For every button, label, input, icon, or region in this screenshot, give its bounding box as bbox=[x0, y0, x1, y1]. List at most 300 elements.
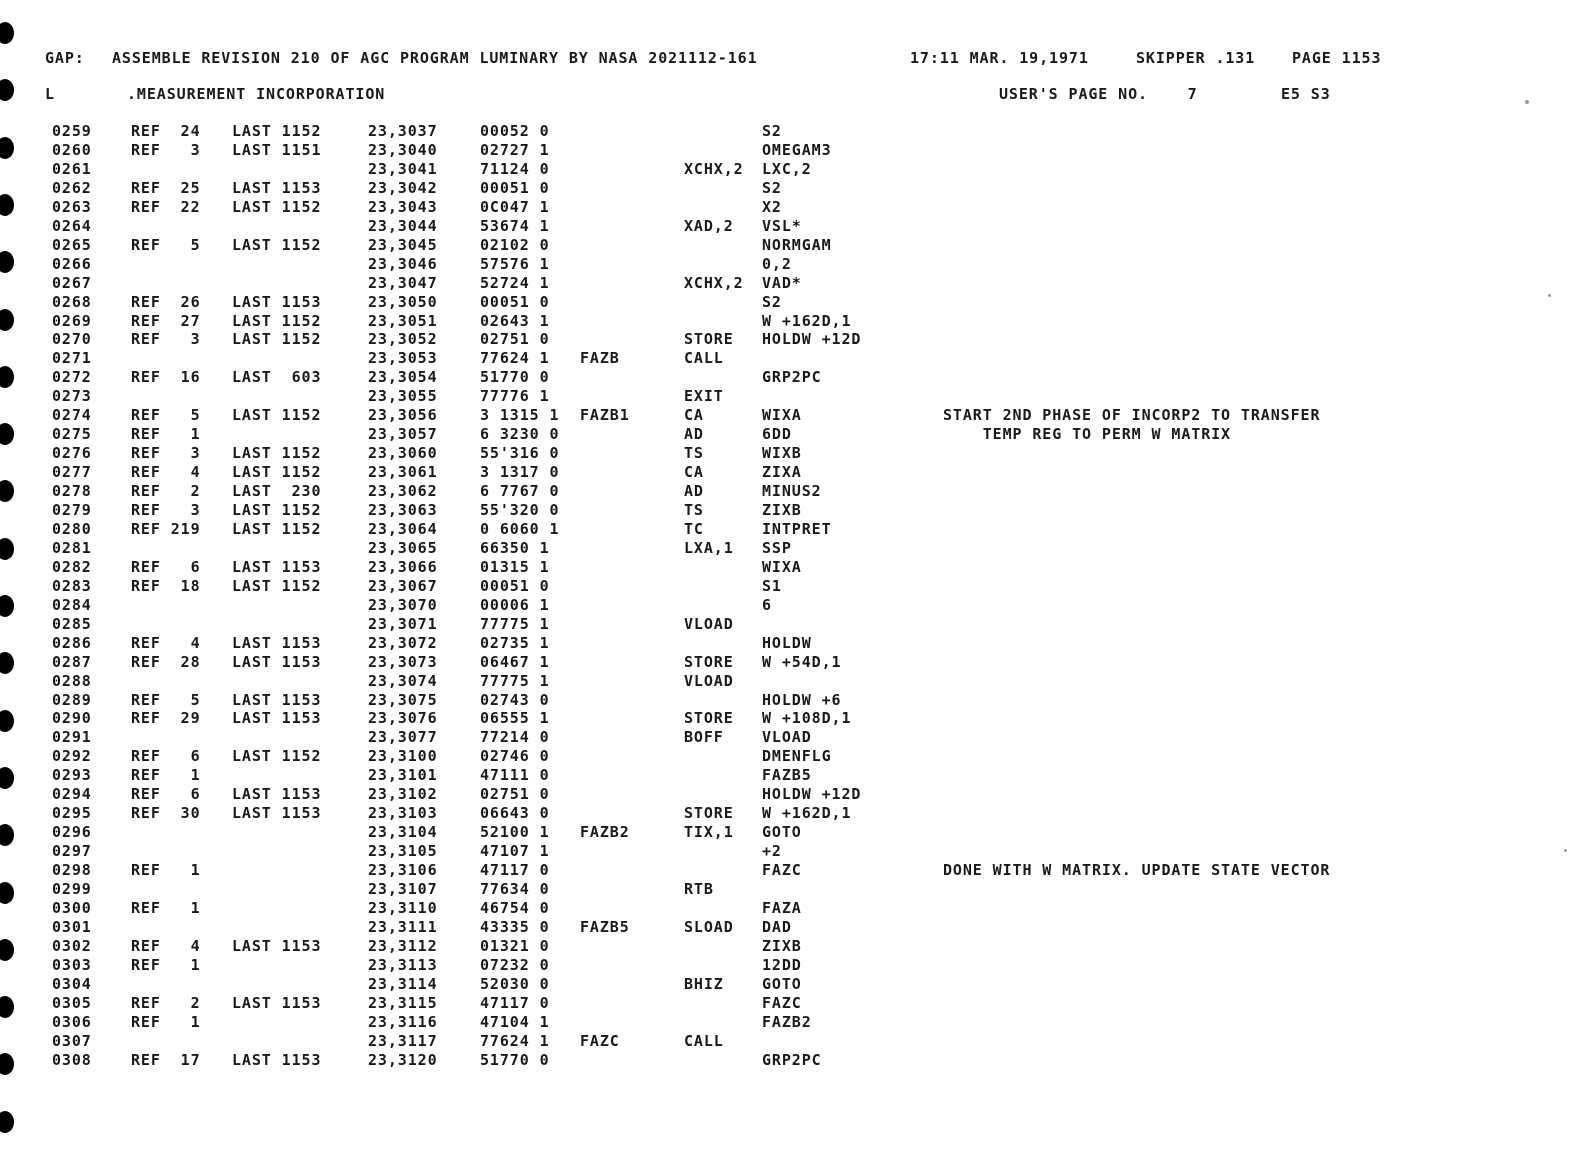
octal-word: 43335 0 bbox=[480, 917, 550, 936]
address: 23,3117 bbox=[368, 1031, 438, 1050]
address: 23,3067 bbox=[368, 576, 438, 595]
address: 23,3115 bbox=[368, 993, 438, 1012]
octal-word: 77214 0 bbox=[480, 728, 550, 747]
address: 23,3120 bbox=[368, 1050, 438, 1069]
listing-row bbox=[0, 652, 1582, 674]
last-page: LAST 1152 bbox=[232, 311, 322, 330]
line-number: 0277 bbox=[52, 463, 92, 482]
last-page: LAST 1153 bbox=[232, 936, 322, 955]
opcode: CALL bbox=[684, 1031, 724, 1050]
last-page: LAST 1152 bbox=[232, 330, 322, 349]
octal-word: 3 1317 0 bbox=[480, 463, 560, 482]
line-number: 0305 bbox=[52, 993, 92, 1012]
address: 23,3051 bbox=[368, 311, 438, 330]
listing-row bbox=[0, 825, 1582, 844]
listing-row bbox=[0, 1012, 1582, 1034]
line-number: 0276 bbox=[52, 444, 92, 463]
line-number: 0292 bbox=[52, 747, 92, 766]
octal-word: 66350 1 bbox=[480, 538, 550, 557]
line-number: 0273 bbox=[52, 387, 92, 406]
address: 23,3105 bbox=[368, 842, 438, 861]
operand: 6DD bbox=[762, 425, 792, 444]
punch-hole bbox=[0, 22, 14, 44]
address: 23,3070 bbox=[368, 595, 438, 614]
line-number: 0265 bbox=[52, 235, 92, 254]
line-number: 0293 bbox=[52, 766, 92, 785]
last-page: LAST 1153 bbox=[232, 785, 322, 804]
octal-word: 0C047 1 bbox=[480, 197, 550, 216]
listing-row bbox=[0, 216, 1582, 238]
opcode: STORE bbox=[684, 330, 734, 349]
octal-word: 51770 0 bbox=[480, 1050, 550, 1069]
octal-word: 57576 1 bbox=[480, 254, 550, 273]
listing-row bbox=[0, 292, 1582, 314]
line-number: 0301 bbox=[52, 917, 92, 936]
last-page: LAST 1152 bbox=[232, 576, 322, 595]
listing-row bbox=[0, 633, 1582, 655]
last-page: LAST 603 bbox=[232, 368, 322, 387]
address: 23,3103 bbox=[368, 804, 438, 823]
line-number: 0287 bbox=[52, 652, 92, 671]
address: 23,3062 bbox=[368, 482, 438, 501]
line-number: 0297 bbox=[52, 842, 92, 861]
last-page: LAST 1152 bbox=[232, 197, 322, 216]
operand: HOLDW +6 bbox=[762, 690, 842, 709]
ref-count: REF 24 bbox=[131, 122, 201, 140]
users-page-number: USER'S PAGE NO. 7 bbox=[999, 85, 1198, 103]
operand: W +54D,1 bbox=[762, 652, 842, 671]
operand: FAZB5 bbox=[762, 766, 812, 785]
ref-count: REF 26 bbox=[131, 292, 201, 311]
last-page: LAST 1152 bbox=[232, 444, 322, 463]
line-number: 0300 bbox=[52, 898, 92, 917]
opcode: XAD,2 bbox=[684, 216, 734, 235]
opcode: AD bbox=[684, 425, 704, 444]
operand: S2 bbox=[762, 178, 782, 197]
opcode: AD bbox=[684, 482, 704, 501]
address: 23,3064 bbox=[368, 519, 438, 538]
octal-word: 06467 1 bbox=[480, 652, 550, 671]
last-page: LAST 1153 bbox=[232, 690, 322, 709]
octal-word: 00051 0 bbox=[480, 178, 550, 197]
address: 23,3056 bbox=[368, 406, 438, 425]
listing-row bbox=[0, 955, 1582, 977]
line-number: 0294 bbox=[52, 785, 92, 804]
ref-count: REF 2 bbox=[131, 993, 201, 1012]
listing-row bbox=[0, 557, 1582, 579]
octal-word: 55'316 0 bbox=[480, 444, 560, 463]
operand: ZIXB bbox=[762, 501, 802, 519]
address: 23,3106 bbox=[368, 861, 438, 880]
ref-count: REF 6 bbox=[131, 747, 201, 766]
address: 23,3055 bbox=[368, 387, 438, 406]
octal-word: 0 6060 1 bbox=[480, 519, 560, 538]
octal-word: 71124 0 bbox=[480, 159, 550, 178]
line-number: 0289 bbox=[52, 690, 92, 709]
page-title: ASSEMBLE REVISION 210 OF AGC PROGRAM LUMINARY BY NASA 2021112-161 bbox=[112, 49, 758, 67]
last-page: LAST 1153 bbox=[232, 633, 322, 652]
octal-word: 02743 0 bbox=[480, 690, 550, 709]
operand: HOLDW +12D bbox=[762, 330, 862, 349]
address: 23,3074 bbox=[368, 671, 438, 690]
octal-word: 52100 1 bbox=[480, 823, 550, 842]
octal-word: 77776 1 bbox=[480, 387, 550, 406]
header-skipper: SKIPPER .131 bbox=[1136, 49, 1256, 67]
line-number: 0296 bbox=[52, 823, 92, 842]
page-code: E5 S3 bbox=[1281, 85, 1331, 103]
listing-row bbox=[0, 1050, 1582, 1072]
line-number: 0272 bbox=[52, 368, 92, 387]
listing-row bbox=[0, 974, 1582, 996]
line-number: 0304 bbox=[52, 974, 92, 993]
last-page: LAST 230 bbox=[232, 482, 322, 501]
address: 23,3047 bbox=[368, 273, 438, 292]
address: 23,3116 bbox=[368, 1012, 438, 1031]
label: FAZB bbox=[580, 349, 620, 368]
ref-count: REF 29 bbox=[131, 709, 201, 728]
octal-word: 47117 0 bbox=[480, 993, 550, 1012]
ref-count: REF 4 bbox=[131, 633, 201, 652]
opcode: RTB bbox=[684, 880, 714, 898]
last-page: LAST 1153 bbox=[232, 804, 322, 823]
operand: DAD bbox=[762, 917, 792, 936]
operand: HOLDW bbox=[762, 633, 812, 652]
ref-count: REF 5 bbox=[131, 235, 201, 254]
operand: WIXB bbox=[762, 444, 802, 463]
operand: ZIXA bbox=[762, 463, 802, 482]
ref-count: REF 1 bbox=[131, 898, 201, 917]
label: FAZB5 bbox=[580, 917, 630, 936]
opcode: VLOAD bbox=[684, 671, 734, 690]
address: 23,3101 bbox=[368, 766, 438, 785]
operand: NORMGAM bbox=[762, 235, 832, 254]
address: 23,3063 bbox=[368, 501, 438, 519]
octal-word: 07232 0 bbox=[480, 955, 550, 974]
opcode: XCHX,2 bbox=[684, 273, 744, 292]
operand: S2 bbox=[762, 292, 782, 311]
operand: 0,2 bbox=[762, 254, 792, 273]
ref-count: REF 219 bbox=[131, 519, 201, 538]
operand: GOTO bbox=[762, 974, 802, 993]
last-page: LAST 1152 bbox=[232, 406, 322, 425]
line-number: 0302 bbox=[52, 936, 92, 955]
octal-word: 77624 1 bbox=[480, 1031, 550, 1050]
line-number: 0307 bbox=[52, 1031, 92, 1050]
line-number: 0280 bbox=[52, 519, 92, 538]
last-page: LAST 1153 bbox=[232, 652, 322, 671]
octal-word: 01315 1 bbox=[480, 557, 550, 576]
opcode: CA bbox=[684, 463, 704, 482]
octal-word: 06643 0 bbox=[480, 804, 550, 823]
listing-row bbox=[0, 370, 1582, 389]
ref-count: REF 16 bbox=[131, 368, 201, 387]
operand: 12DD bbox=[762, 955, 802, 974]
address: 23,3112 bbox=[368, 936, 438, 955]
address: 23,3042 bbox=[368, 178, 438, 197]
octal-word: 01321 0 bbox=[480, 936, 550, 955]
last-page: LAST 1152 bbox=[232, 747, 322, 766]
operand: LXC,2 bbox=[762, 159, 812, 178]
opcode: STORE bbox=[684, 804, 734, 823]
line-number: 0282 bbox=[52, 557, 92, 576]
paper-speck bbox=[1548, 294, 1551, 297]
ref-count: REF 3 bbox=[131, 501, 201, 519]
listing-row bbox=[0, 595, 1582, 617]
comment: START 2ND PHASE OF INCORP2 TO TRANSFER bbox=[943, 406, 1321, 425]
ref-count: REF 30 bbox=[131, 804, 201, 823]
address: 23,3076 bbox=[368, 709, 438, 728]
ref-count: REF 5 bbox=[131, 690, 201, 709]
ref-count: REF 17 bbox=[131, 1050, 201, 1069]
octal-word: 55'320 0 bbox=[480, 501, 560, 519]
operand: WIXA bbox=[762, 557, 802, 576]
line-number: 0267 bbox=[52, 273, 92, 292]
line-number: 0308 bbox=[52, 1050, 92, 1069]
label: FAZC bbox=[580, 1031, 620, 1050]
ref-count: REF 1 bbox=[131, 861, 201, 880]
address: 23,3054 bbox=[368, 368, 438, 387]
operand: VSL* bbox=[762, 216, 802, 235]
octal-word: 02102 0 bbox=[480, 235, 550, 254]
listing-row bbox=[0, 273, 1582, 295]
opcode: BHIZ bbox=[684, 974, 724, 993]
listing-row bbox=[0, 254, 1582, 276]
line-number: 0278 bbox=[52, 482, 92, 501]
opcode: TC bbox=[684, 519, 704, 538]
address: 23,3045 bbox=[368, 235, 438, 254]
line-number: 0298 bbox=[52, 861, 92, 880]
opcode: XCHX,2 bbox=[684, 159, 744, 178]
operand: X2 bbox=[762, 197, 782, 216]
line-number: 0285 bbox=[52, 614, 92, 633]
address: 23,3107 bbox=[368, 880, 438, 898]
opcode: SLOAD bbox=[684, 917, 734, 936]
page-number: PAGE 1153 bbox=[1292, 49, 1382, 67]
octal-word: 51770 0 bbox=[480, 368, 550, 387]
address: 23,3052 bbox=[368, 330, 438, 349]
operand: WIXA bbox=[762, 406, 802, 425]
operand: OMEGAM3 bbox=[762, 140, 832, 159]
operand: +2 bbox=[762, 842, 782, 861]
address: 23,3044 bbox=[368, 216, 438, 235]
listing-row bbox=[0, 576, 1582, 598]
ref-count: REF 2 bbox=[131, 482, 201, 501]
address: 23,3041 bbox=[368, 159, 438, 178]
listing-row bbox=[0, 1031, 1582, 1053]
listing-row bbox=[0, 671, 1582, 693]
octal-word: 00006 1 bbox=[480, 595, 550, 614]
octal-word: 00051 0 bbox=[480, 292, 550, 311]
octal-word: 52030 0 bbox=[480, 974, 550, 993]
line-number: 0260 bbox=[52, 140, 92, 159]
last-page: LAST 1153 bbox=[232, 993, 322, 1012]
octal-word: 77775 1 bbox=[480, 671, 550, 690]
paper-speck bbox=[1525, 100, 1529, 104]
ref-count: REF 1 bbox=[131, 766, 201, 785]
address: 23,3060 bbox=[368, 444, 438, 463]
address: 23,3046 bbox=[368, 254, 438, 273]
octal-word: 06555 1 bbox=[480, 709, 550, 728]
opcode: CA bbox=[684, 406, 704, 425]
punch-hole bbox=[0, 1111, 14, 1133]
ref-count: REF 6 bbox=[131, 785, 201, 804]
octal-word: 02751 0 bbox=[480, 330, 550, 349]
address: 23,3113 bbox=[368, 955, 438, 974]
line-number: 0306 bbox=[52, 1012, 92, 1031]
address: 23,3037 bbox=[368, 122, 438, 140]
address: 23,3043 bbox=[368, 197, 438, 216]
line-number: 0264 bbox=[52, 216, 92, 235]
label: FAZB2 bbox=[580, 823, 630, 842]
opcode: LXA,1 bbox=[684, 538, 734, 557]
line-number: 0281 bbox=[52, 538, 92, 557]
line-number: 0303 bbox=[52, 955, 92, 974]
line-number: 0261 bbox=[52, 159, 92, 178]
line-number: 0288 bbox=[52, 671, 92, 690]
line-number: 0284 bbox=[52, 595, 92, 614]
address: 23,3073 bbox=[368, 652, 438, 671]
section-title: .MEASUREMENT INCORPORATION bbox=[127, 85, 386, 103]
operand: W +162D,1 bbox=[762, 804, 852, 823]
paper-speck bbox=[1564, 849, 1567, 852]
line-number: 0262 bbox=[52, 178, 92, 197]
address: 23,3072 bbox=[368, 633, 438, 652]
ref-count: REF 1 bbox=[131, 955, 201, 974]
opcode: TS bbox=[684, 444, 704, 463]
operand: ZIXB bbox=[762, 936, 802, 955]
header-datetime: 17:11 MAR. 19,1971 bbox=[910, 49, 1089, 67]
address: 23,3102 bbox=[368, 785, 438, 804]
listing-row bbox=[0, 863, 1582, 882]
opcode: CALL bbox=[684, 349, 724, 368]
listing-row bbox=[0, 178, 1582, 200]
address: 23,3050 bbox=[368, 292, 438, 311]
operand: DMENFLG bbox=[762, 747, 832, 766]
operand: INTPRET bbox=[762, 519, 832, 538]
listing-row bbox=[0, 332, 1582, 351]
last-page: LAST 1152 bbox=[232, 122, 322, 140]
octal-word: 77775 1 bbox=[480, 614, 550, 633]
operand: W +162D,1 bbox=[762, 311, 852, 330]
ref-count: REF 27 bbox=[131, 311, 201, 330]
operand: FAZC bbox=[762, 861, 802, 880]
address: 23,3057 bbox=[368, 425, 438, 444]
ref-count: REF 1 bbox=[131, 1012, 201, 1031]
address: 23,3061 bbox=[368, 463, 438, 482]
header-gap: GAP: bbox=[45, 49, 85, 67]
operand: SSP bbox=[762, 538, 792, 557]
line-number: 0279 bbox=[52, 501, 92, 519]
octal-word: 00052 0 bbox=[480, 122, 550, 140]
octal-word: 02735 1 bbox=[480, 633, 550, 652]
last-page: LAST 1153 bbox=[232, 709, 322, 728]
ref-count: REF 1 bbox=[131, 425, 201, 444]
line-number: 0295 bbox=[52, 804, 92, 823]
line-number: 0283 bbox=[52, 576, 92, 595]
line-number: 0268 bbox=[52, 292, 92, 311]
address: 23,3104 bbox=[368, 823, 438, 842]
ref-count: REF 28 bbox=[131, 652, 201, 671]
operand: FAZA bbox=[762, 898, 802, 917]
opcode: TIX,1 bbox=[684, 823, 734, 842]
address: 23,3065 bbox=[368, 538, 438, 557]
octal-word: 47107 1 bbox=[480, 842, 550, 861]
last-page: LAST 1152 bbox=[232, 501, 322, 519]
opcode: EXIT bbox=[684, 387, 724, 406]
listing-row bbox=[0, 993, 1582, 1015]
address: 23,3110 bbox=[368, 898, 438, 917]
opcode: STORE bbox=[684, 652, 734, 671]
ref-count: REF 25 bbox=[131, 178, 201, 197]
last-page: LAST 1152 bbox=[232, 463, 322, 482]
last-page: LAST 1153 bbox=[232, 178, 322, 197]
last-page: LAST 1153 bbox=[232, 557, 322, 576]
ref-count: REF 18 bbox=[131, 576, 201, 595]
line-number: 0299 bbox=[52, 880, 92, 898]
subheader-l: L bbox=[45, 85, 55, 103]
last-page: LAST 1152 bbox=[232, 235, 322, 254]
octal-word: 6 7767 0 bbox=[480, 482, 560, 501]
opcode: VLOAD bbox=[684, 614, 734, 633]
line-number: 0291 bbox=[52, 728, 92, 747]
operand: FAZB2 bbox=[762, 1012, 812, 1031]
ref-count: REF 3 bbox=[131, 330, 201, 349]
operand: W +108D,1 bbox=[762, 709, 852, 728]
line-number: 0275 bbox=[52, 425, 92, 444]
operand: FAZC bbox=[762, 993, 802, 1012]
octal-word: 52724 1 bbox=[480, 273, 550, 292]
octal-word: 3 1315 1 bbox=[480, 406, 560, 425]
line-number: 0266 bbox=[52, 254, 92, 273]
line-number: 0263 bbox=[52, 197, 92, 216]
address: 23,3053 bbox=[368, 349, 438, 368]
address: 23,3077 bbox=[368, 728, 438, 747]
octal-word: 77624 1 bbox=[480, 349, 550, 368]
address: 23,3100 bbox=[368, 747, 438, 766]
opcode: BOFF bbox=[684, 728, 724, 747]
octal-word: 47104 1 bbox=[480, 1012, 550, 1031]
operand: 6 bbox=[762, 595, 772, 614]
octal-word: 00051 0 bbox=[480, 576, 550, 595]
comment: TEMP REG TO PERM W MATRIX bbox=[943, 425, 1231, 444]
last-page: LAST 1151 bbox=[232, 140, 322, 159]
punch-hole bbox=[0, 79, 14, 101]
last-page: LAST 1153 bbox=[232, 292, 322, 311]
address: 23,3075 bbox=[368, 690, 438, 709]
listing-row bbox=[0, 197, 1582, 219]
operand: HOLDW +12D bbox=[762, 785, 862, 804]
listing-row bbox=[0, 235, 1582, 257]
label: FAZB1 bbox=[580, 406, 630, 425]
octal-word: 02727 1 bbox=[480, 140, 550, 159]
listing-row bbox=[0, 936, 1582, 958]
octal-word: 02751 0 bbox=[480, 785, 550, 804]
comment: DONE WITH W MATRIX. UPDATE STATE VECTOR bbox=[943, 861, 1331, 880]
line-number: 0290 bbox=[52, 709, 92, 728]
octal-word: 02643 1 bbox=[480, 311, 550, 330]
ref-count: REF 5 bbox=[131, 406, 201, 425]
address: 23,3071 bbox=[368, 614, 438, 633]
opcode: TS bbox=[684, 501, 704, 519]
line-number: 0274 bbox=[52, 406, 92, 425]
octal-word: 53674 1 bbox=[480, 216, 550, 235]
last-page: LAST 1153 bbox=[232, 1050, 322, 1069]
operand: GOTO bbox=[762, 823, 802, 842]
address: 23,3114 bbox=[368, 974, 438, 993]
octal-word: 47111 0 bbox=[480, 766, 550, 785]
octal-word: 6 3230 0 bbox=[480, 425, 560, 444]
line-number: 0269 bbox=[52, 311, 92, 330]
